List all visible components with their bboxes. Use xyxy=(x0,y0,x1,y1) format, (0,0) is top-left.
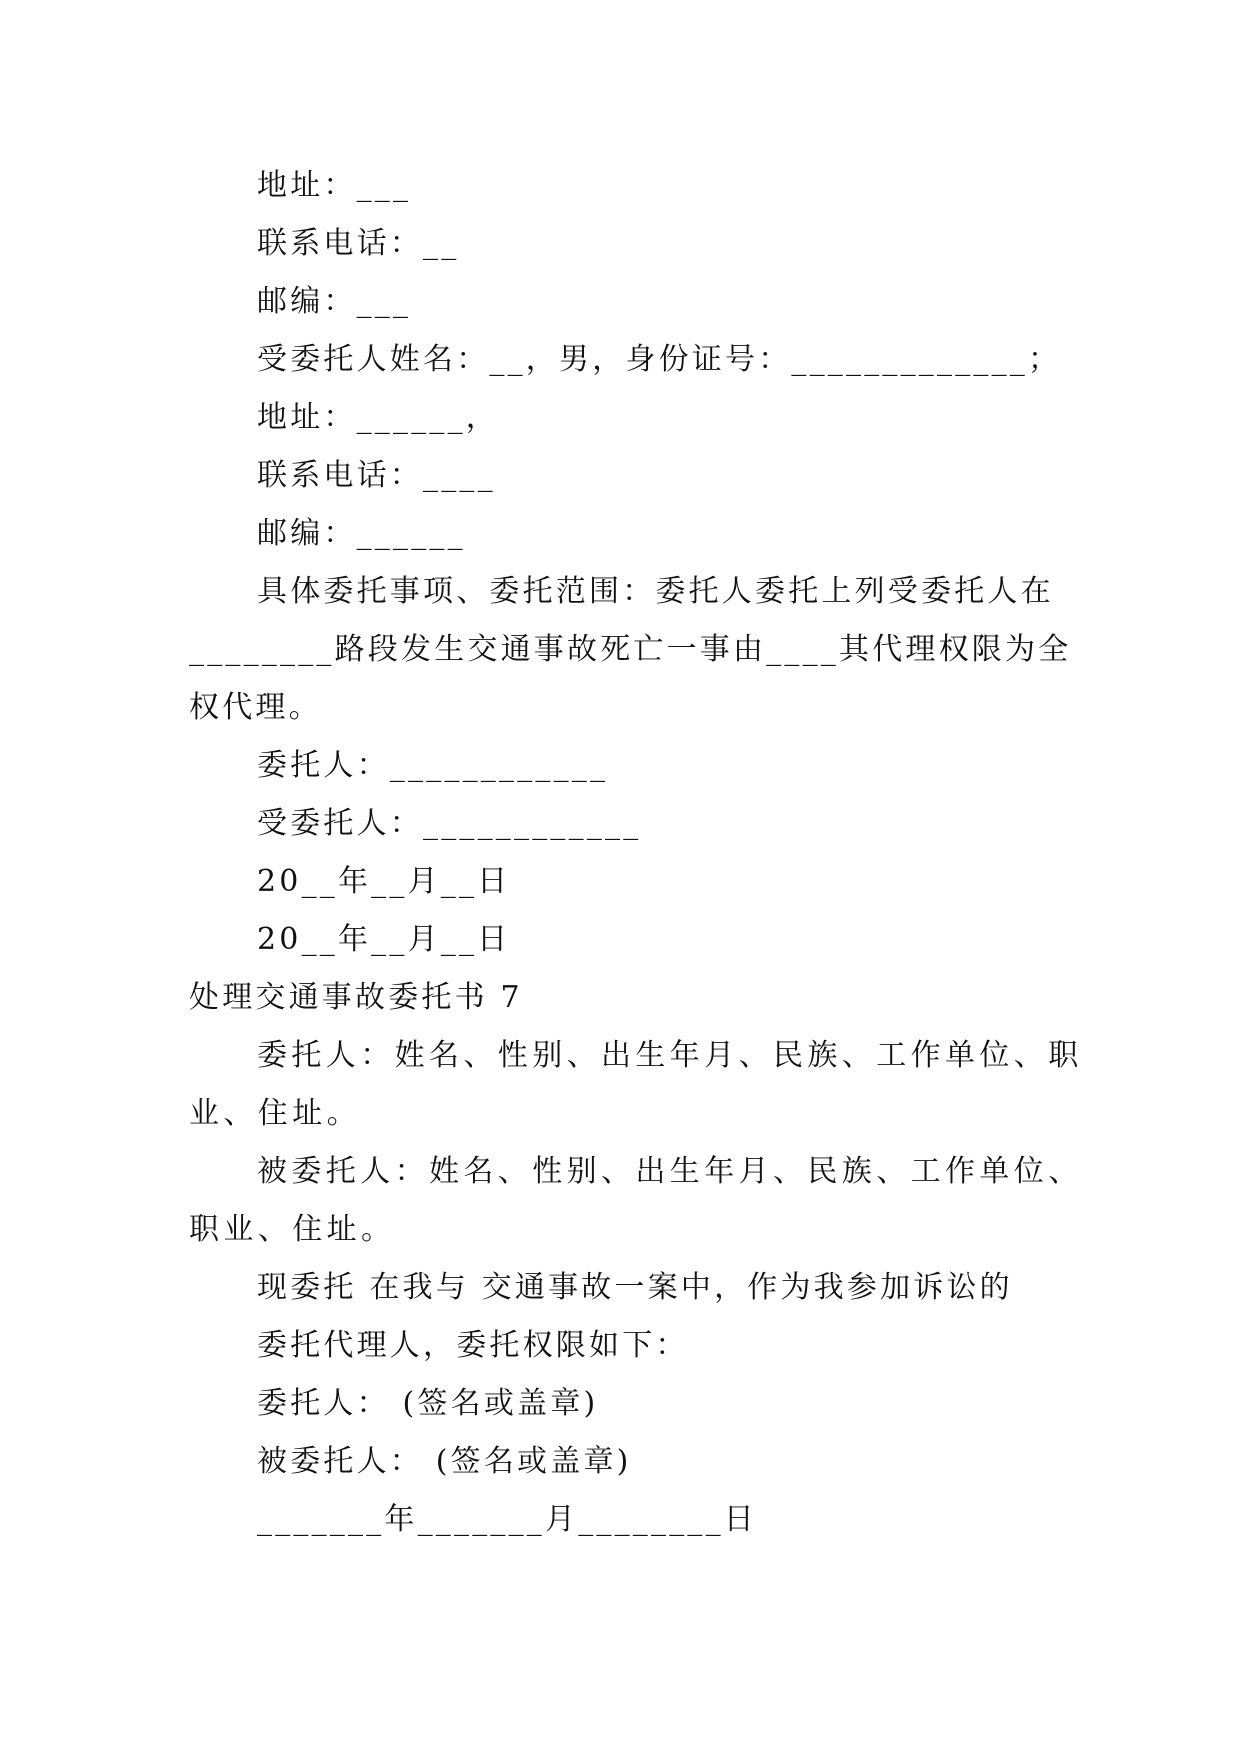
text-line-final-date: _______年_______月________日 xyxy=(257,1502,757,1537)
text-line-date-2: 20__年__月__日 xyxy=(257,922,511,957)
section-heading: 处理交通事故委托书 7 xyxy=(189,980,523,1015)
text-line-scope-2: ________路段发生交通事故死亡一事由____其代理权限为全 xyxy=(189,632,1072,667)
text-line-phone-1: 联系电话：__ xyxy=(257,226,460,261)
text-line-postcode-1: 邮编：___ xyxy=(257,284,412,319)
text-line-date-1: 20__年__月__日 xyxy=(257,864,511,899)
text-line-scope-3: 权代理。 xyxy=(189,690,322,725)
text-line-scope-1: 具体委托事项、委托范围：委托人委托上列受委托人在 xyxy=(257,574,1054,609)
text-line-principal-info-1: 委托人：姓名、性别、出生年月、民族、工作单位、职 xyxy=(257,1038,1083,1073)
text-line-address-1: 地址：___ xyxy=(257,168,412,203)
text-line-address-2: 地址：______， xyxy=(257,400,499,435)
text-line-postcode-2: 邮编：______ xyxy=(257,516,466,551)
text-line-agent-name: 受委托人姓名：__，男，身份证号：_____________； xyxy=(257,342,1062,377)
text-line-agent-signature: 受委托人：____________ xyxy=(257,806,642,841)
text-line-agent-info-2: 职业、住址。 xyxy=(189,1212,396,1247)
text-line-phone-2: 联系电话：____ xyxy=(257,458,496,493)
text-line-principal-info-2: 业、住址。 xyxy=(189,1096,361,1131)
text-line-entrust-2: 委托代理人，委托权限如下： xyxy=(257,1328,689,1363)
text-line-principal-signature: 委托人：____________ xyxy=(257,748,609,783)
text-line-entrust-1: 现委托 在我与 交通事故一案中，作为我参加诉讼的 xyxy=(257,1270,1013,1305)
text-line-principal-sign: 委托人： (签名或盖章) xyxy=(257,1386,599,1421)
text-line-agent-info-1: 被委托人：姓名、性别、出生年月、民族、工作单位、 xyxy=(257,1154,1083,1189)
text-line-agent-sign: 被委托人： (签名或盖章) xyxy=(257,1444,632,1479)
